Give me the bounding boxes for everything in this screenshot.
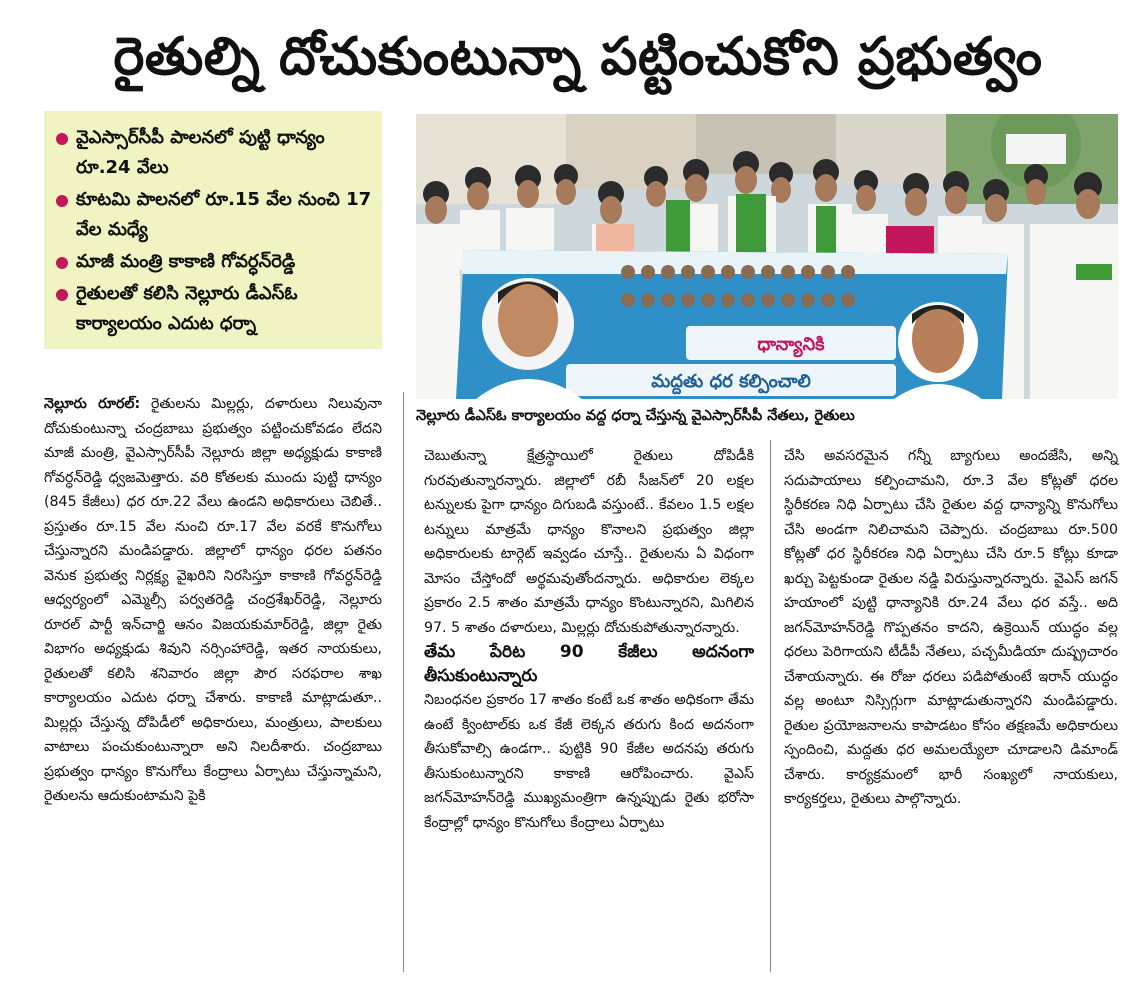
highlight-item: [56, 123, 374, 183]
column-divider: [770, 440, 771, 972]
protest-photo: [416, 114, 1118, 399]
article-text: చేసి అవసరమైన గన్నీ బ్యాగులు అందజేసి, అన్ని సదుపాయాలు కల్పించామని, రూ.3 వేల కోట్లతో ధరల స్థిరీకరణ నిధి ఏర్పాటు చేసి రైతుల వద్ద ధాన్యాన్ని కొనుగోలు చేసి అండగా నిలిచామని చెప్పారు. చంద్రబాబు రూ.500 కోట్లతో ధర స్థిరీకరణ నిధి ఏర్పాటు చేసి రూ.5 కోట్లు కూడా ఖర్చు పెట్టకుండా రైతుల నడ్డి విరుస్తున్నారన్నారు. వైఎస్ జగన్ హయాంలో పుట్టి ధాన్యానికి రూ.24 వేలు ధర వస్తే.. అది జగన్‌మోహన్‌రెడ్డి గొప్పతనం కాదని, ఉక్రెయిన్ యుద్ధం వల్ల ధరలు పెరిగాయని టీడీపీ నేతలు, పచ్చమీడియా దుష్ప్రచారం చేశాయన్నారు. ఈ రోజు ధరలు పడిపోతుంటే ఇరాన్ యుద్ధం వల్ల అంటూ నిస్సిగ్గుగా మాట్లాడుతున్నారని మండిపడ్డారు. రైతుల ప్రయోజనాలను కాపాడటం కోసం తక్షణమే అధికారులు స్పందించి, మద్దతు ధర అమలయ్యేలా చూడాలని డిమాండ్ చేశారు. కార్యక్రమంలో భారీ సంఖ్యలో నాయకులు, కార్యకర్తలు, రైతులు పాల్గొన్నారు.: [784, 448, 1118, 807]
highlight-item: [56, 279, 374, 339]
bullet-icon: [56, 257, 68, 269]
headline: రైతుల్ని దోచుకుంటున్నా పట్టించుకోని ప్రభుత్వం: [113, 27, 1043, 87]
column-divider: [403, 392, 404, 972]
highlight-text: మాజీ మంత్రి కాకాణి గోవర్ధన్‌రెడ్డి: [76, 251, 296, 272]
highlight-text: వైఎస్సార్‌సీపీ పాలనలో పుట్టి ధాన్యం రూ.24 వేలు: [76, 127, 325, 178]
banner-line1: ధాన్యానికి: [757, 334, 825, 355]
highlights-box: [44, 111, 382, 349]
article-text: చెబుతున్నా క్షేత్రస్థాయిలో రైతులు దోపిడీకి గురవుతున్నారన్నారు. జిల్లాలో రబీ సీజన్‌లో 20 లక్షల టన్నులకు పైగా ధాన్యం దిగుబడి వస్తుంటే.. కేవలం 1.5 లక్షల టన్నులు మాత్రమే ధాన్యం కొనాలని ప్రభుత్వం జిల్లా అధికారులకు టార్గెట్ ఇవ్వడం చూస్తే.. రైతులను ఏ విధంగా మోసం చేస్తోందో అర్థమవుతోందన్నారు. అధికారుల లెక్కల ప్రకారం 2.5 శాతం మాత్రమే ధాన్యం కొంటున్నారని, మిగిలిన 97. 5 శాతం దళారులు, మిల్లర్లు దోచుకుపోతున్నారన్నారు.: [424, 448, 754, 636]
banner-line2: మద్దతు ధర కల్పించాలి: [651, 371, 811, 392]
bullet-icon: [56, 289, 68, 301]
bullet-icon: [56, 195, 68, 207]
subheading: తేమ పేరిట 90 కేజీలు అదనంగా తీసుకుంటున్నారు: [424, 642, 754, 686]
highlight-item: [56, 247, 374, 277]
article-column-1: [44, 392, 382, 809]
article-column-3: [784, 444, 1118, 812]
highlight-text: కూటమి పాలనలో రూ.15 వేల నుంచి 17 వేల మధ్యే: [76, 189, 372, 240]
highlight-item: [56, 185, 374, 245]
highlight-text: రైతులతో కలిసి నెల్లూరు డీఎస్‌ఓ కార్యాలయం ఎదుట ధర్నా: [76, 283, 298, 334]
article-text: రైతులను మిల్లర్లు, దళారులు నిలువునా దోచుకుంటున్నా చంద్రబాబు ప్రభుత్వం పట్టించుకోవడం లేదని మాజీ మంత్రి, వైఎస్సార్‌సీపీ నెల్లూరు జిల్లా అధ్యక్షుడు కాకాణి గోవర్ధన్‌రెడ్డి ధ్వజమెత్తారు. వరి కోతలకు ముందు పుట్టి ధాన్యం (845 కేజీలు) ధర రూ.22 వేలు ఉండని అధికారులు చెబితే.. ప్రస్తుతం రూ.15 వేల నుంచి రూ.17 వేల వరకే కొనుగోలు చేస్తున్నారని మండిపడ్డారు. జిల్లాలో ధాన్యం ధరల పతనం వెనుక ప్రభుత్వ నిర్లక్ష్య వైఖరిని నిరసిస్తూ కాకాణి గోవర్ధన్‌రెడ్డి ఆధ్వర్యంలో ఎమ్మెల్సీ పర్వతరెడ్డి చంద్రశేఖర్‌రెడ్డి, నెల్లూరు రూరల్ పార్టీ ఇన్‌చార్జి ఆనం విజయకుమార్‌రెడ్డి, జిల్లా రైతు విభాగం అధ్యక్షుడు శివుని నర్సింహారెడ్డి, ఇతర నాయకులు, రైతులతో కలిసి శనివారం జిల్లా పౌర సరఫరాల శాఖ కార్యాలయం ఎదుట ధర్నా చేశారు. కాకాణి మాట్లాడుతూ.. మిల్లర్లు చేస్తున్న దోపిడీలో అధికారులు, మంత్రులు, పాలకులు వాటాలు పంచుకుంటున్నారా అని నిలదీశారు. చంద్రబాబు ప్రభుత్వం ధాన్యం కొనుగోలు కేంద్రాలు ఏర్పాటు చేస్తున్నామని, రైతులను ఆదుకుంటామని పైకి: [44, 396, 382, 804]
article-column-2: [424, 444, 754, 835]
dateline: నెల్లూరు రూరల్:: [44, 396, 141, 412]
bullet-icon: [56, 133, 68, 145]
photo-caption: నెల్లూరు డీఎస్‌ఓ కార్యాలయం వద్ద ధర్నా చేస్తున్న వైఎస్సార్‌సీపీ నేతలు, రైతులు: [416, 408, 855, 424]
article-text: నిబంధనల ప్రకారం 17 శాతం కంటే ఒక శాతం అధికంగా తేమ ఉంటే క్వింటాల్‌కు ఒక కేజీ లెక్కన తరుగు కింద అదనంగా తీసుకోవాల్సి ఉండగా.. పుట్టికి 90 కేజీల అదనపు తరుగు తీసుకుంటున్నారని కాకాణి ఆరోపించారు. వైఎస్ జగన్‌మోహన్‌రెడ్డి ముఖ్యమంత్రిగా ఉన్నప్పుడు రైతు భరోసా కేంద్రాల్లో ధాన్యం కొనుగోలు కేంద్రాలు ఏర్పాటు: [424, 692, 754, 831]
